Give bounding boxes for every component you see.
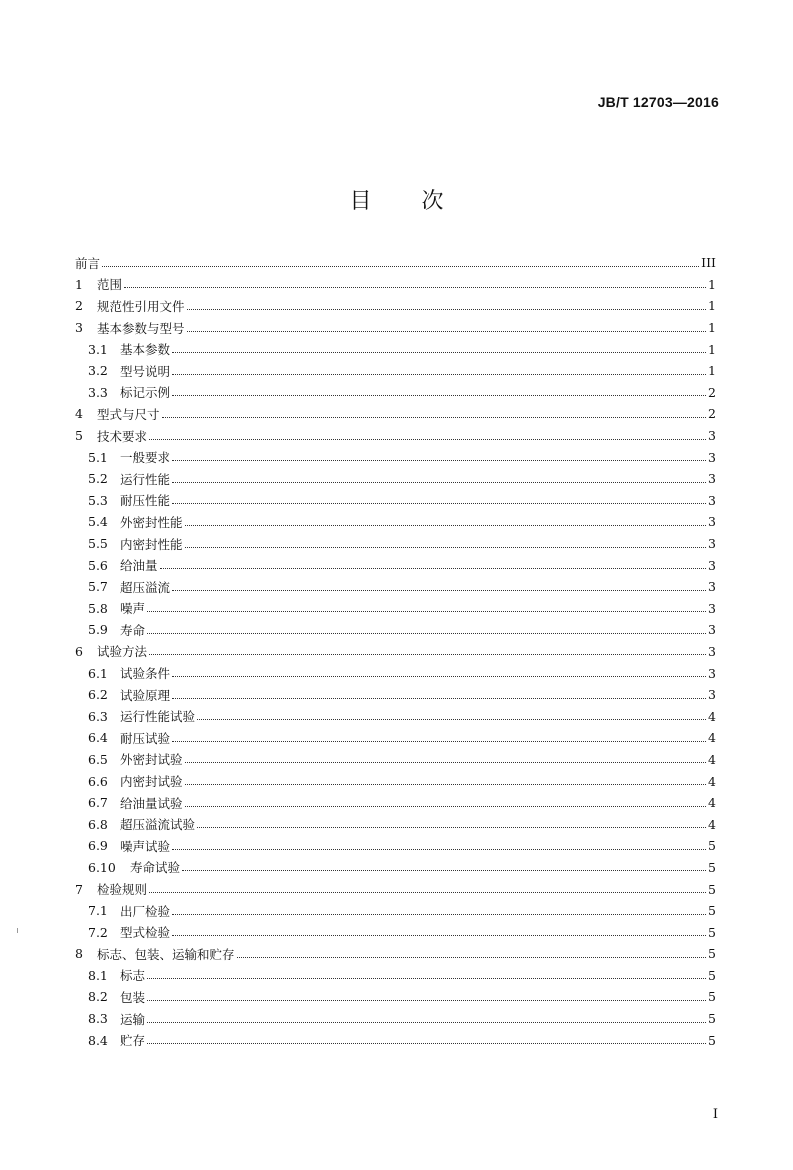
toc-entry-label: 检验规则	[97, 882, 148, 898]
toc-entry-number: 6.1	[88, 665, 108, 681]
toc-entry-page: 5	[708, 903, 716, 919]
dot-leader	[172, 450, 706, 464]
toc-entry-page: 4	[708, 730, 716, 746]
toc-entry-page: 3	[708, 557, 716, 573]
toc-entry[interactable]	[75, 619, 716, 641]
toc-entry-label: 给油量试验	[120, 795, 183, 811]
toc-entry-label: 噪声	[120, 601, 146, 617]
dot-leader	[172, 472, 706, 486]
toc-entry[interactable]	[75, 1008, 716, 1030]
toc-entry-number: 6.5	[88, 751, 108, 767]
toc-entry-page: 3	[708, 643, 716, 659]
toc-entry-label: 标志	[120, 968, 146, 984]
toc-entry[interactable]	[75, 576, 716, 598]
toc-entry-label: 耐压性能	[120, 493, 171, 509]
toc-entry-number: 5.5	[88, 536, 108, 552]
toc-entry-page: 3	[708, 665, 716, 681]
toc-entry[interactable]	[75, 727, 716, 749]
toc-entry-label: 寿命	[120, 622, 146, 638]
toc-entry[interactable]	[75, 770, 716, 792]
toc-entry[interactable]	[75, 878, 716, 900]
toc-entry[interactable]	[75, 446, 716, 468]
toc-entry-label: 贮存	[120, 1033, 146, 1049]
toc-entry[interactable]	[75, 252, 716, 274]
toc-entry[interactable]	[75, 986, 716, 1008]
toc-entry-number: 3.3	[88, 384, 108, 400]
toc-entry[interactable]	[75, 338, 716, 360]
toc-entry[interactable]	[75, 425, 716, 447]
toc-entry-label: 运行性能试验	[120, 709, 196, 725]
toc-entry-number: 6.3	[88, 708, 108, 724]
toc-entry-label: 运行性能	[120, 471, 171, 487]
toc-entry[interactable]	[75, 511, 716, 533]
toc-entry-label: 内密封性能	[120, 536, 183, 552]
toc-entry-label: 标记示例	[120, 385, 171, 401]
toc-entry-number: 6.7	[88, 795, 108, 811]
toc-entry-number: 2	[75, 298, 83, 314]
toc-entry[interactable]	[75, 684, 716, 706]
toc-entry-number: 1	[75, 276, 83, 292]
dot-leader	[149, 429, 706, 443]
toc-entry-label: 内密封试验	[120, 774, 183, 790]
toc-entry-label: 型式检验	[120, 925, 171, 941]
dot-leader	[172, 493, 706, 507]
toc-entry-label: 寿命试验	[130, 860, 181, 876]
dot-leader	[172, 385, 706, 399]
toc-entry-number: 3.2	[88, 363, 108, 379]
toc-entry[interactable]	[75, 792, 716, 814]
dot-leader	[185, 515, 706, 529]
toc-entry-label: 耐压试验	[120, 730, 171, 746]
toc-entry-page: 3	[708, 579, 716, 595]
dot-leader	[149, 882, 706, 896]
toc-entry-label: 包装	[120, 989, 146, 1005]
toc-entry-label: 试验条件	[120, 666, 171, 682]
dot-leader	[147, 623, 706, 637]
dot-leader	[185, 774, 706, 788]
toc-entry[interactable]	[75, 749, 716, 771]
toc-entry-number: 8.1	[88, 967, 108, 983]
toc-entry-label: 试验方法	[97, 644, 148, 660]
dot-leader	[102, 256, 699, 270]
page-number: I	[712, 1107, 718, 1122]
toc-entry-number: 5.9	[88, 622, 108, 638]
toc-entry-number: 6.10	[88, 859, 116, 875]
toc-entry-page: 3	[708, 687, 716, 703]
toc-entry-page: 2	[708, 406, 716, 422]
toc-entry-number: 6.2	[88, 687, 108, 703]
toc-entry[interactable]	[75, 533, 716, 555]
dot-leader	[172, 839, 706, 853]
toc-entry-number: 5.3	[88, 492, 108, 508]
toc-entry-number: 8.3	[88, 1011, 108, 1027]
toc-entry-page: 4	[708, 708, 716, 724]
toc-entry-number: 5	[75, 428, 83, 444]
dot-leader	[197, 817, 706, 831]
standard-code: JB/T 12703—2016	[597, 94, 719, 110]
toc-entry-number: 6	[75, 643, 83, 659]
toc-entry[interactable]	[75, 900, 716, 922]
dot-leader	[185, 796, 706, 810]
toc-entry-label: 一般要求	[120, 450, 171, 466]
dot-leader	[147, 1033, 706, 1047]
toc-entry-number: 8	[75, 946, 83, 962]
toc-entry-page: 1	[708, 298, 716, 314]
dot-leader	[172, 688, 706, 702]
toc-entry-page: 5	[708, 946, 716, 962]
toc-entry-number: 7.1	[88, 903, 108, 919]
toc-entry-label: 超压溢流	[120, 579, 171, 595]
toc-entry-number: 5.6	[88, 557, 108, 573]
toc-entry[interactable]	[75, 295, 716, 317]
toc-entry-page: 5	[708, 881, 716, 897]
dot-leader	[185, 537, 706, 551]
toc-entry-page: 3	[708, 536, 716, 552]
toc-entry-page: 5	[708, 838, 716, 854]
dot-leader	[147, 601, 706, 615]
dot-leader	[124, 277, 706, 291]
dot-leader	[182, 860, 706, 874]
toc-entry[interactable]	[75, 662, 716, 684]
toc-entry-label: 给油量	[120, 558, 158, 574]
toc-entry-label: 试验原理	[120, 687, 171, 703]
dot-leader	[197, 709, 706, 723]
toc-entry-number: 3.1	[88, 341, 108, 357]
dot-leader	[147, 968, 706, 982]
toc-entry-label: 运输	[120, 1011, 146, 1027]
toc-entry-number: 8.2	[88, 989, 108, 1005]
toc-entry-label: 基本参数与型号	[97, 320, 185, 336]
toc-entry-number: 4	[75, 406, 83, 422]
dot-leader	[172, 342, 706, 356]
toc-entry-label: 规范性引用文件	[97, 298, 185, 314]
dot-leader	[172, 580, 706, 594]
dot-leader	[160, 558, 706, 572]
toc-entry[interactable]	[75, 965, 716, 987]
toc-entry-number: 6.6	[88, 773, 108, 789]
toc-entry-label: 外密封性能	[120, 514, 183, 530]
toc-entry-label: 超压溢流试验	[120, 817, 196, 833]
toc-entry[interactable]	[75, 468, 716, 490]
page-title	[0, 184, 793, 215]
toc-entry-page: 1	[708, 363, 716, 379]
toc-entry[interactable]	[75, 641, 716, 663]
toc-entry-page: 1	[708, 320, 716, 336]
dot-leader	[162, 407, 706, 421]
toc-entry-page: 3	[708, 514, 716, 530]
toc-entry-page: 4	[708, 795, 716, 811]
dot-leader	[187, 321, 706, 335]
toc-entry-label: 型号说明	[120, 363, 171, 379]
toc-entry-label: 型式与尺寸	[97, 406, 160, 422]
toc-entry[interactable]	[75, 382, 716, 404]
toc-entry-page: 3	[708, 492, 716, 508]
dot-leader	[237, 947, 706, 961]
toc-entry[interactable]	[75, 921, 716, 943]
toc-entry-label: 技术要求	[97, 428, 148, 444]
toc-entry[interactable]	[75, 317, 716, 339]
toc-entry-page: 4	[708, 816, 716, 832]
toc-entry-page: 5	[708, 967, 716, 983]
toc-entry[interactable]	[75, 490, 716, 512]
toc-entry-number: 5.7	[88, 579, 108, 595]
dot-leader	[187, 299, 706, 313]
toc-entry-page: 2	[708, 384, 716, 400]
toc-entry-page: 3	[708, 600, 716, 616]
toc-entry-number: 5.1	[88, 449, 108, 465]
toc-entry-page: 5	[708, 1011, 716, 1027]
dot-leader	[172, 904, 706, 918]
toc-entry-page: 3	[708, 449, 716, 465]
toc-entry-page: 1	[708, 341, 716, 357]
table-of-contents	[75, 252, 716, 1051]
toc-entry-page: 4	[708, 751, 716, 767]
toc-entry-label: 噪声试验	[120, 838, 171, 854]
scan-speck	[17, 928, 18, 933]
toc-entry-number: 5.8	[88, 600, 108, 616]
toc-entry[interactable]	[75, 857, 716, 879]
toc-entry[interactable]	[75, 943, 716, 965]
toc-entry-number: 6.8	[88, 816, 108, 832]
toc-entry-number: 7	[75, 881, 83, 897]
dot-leader	[149, 644, 706, 658]
toc-entry-number: 6.4	[88, 730, 108, 746]
toc-entry-number: 3	[75, 320, 83, 336]
toc-entry-number: 5.2	[88, 471, 108, 487]
toc-entry-page: 4	[708, 773, 716, 789]
toc-entry-page: 5	[708, 924, 716, 940]
dot-leader	[172, 731, 706, 745]
toc-entry[interactable]	[75, 598, 716, 620]
toc-entry-page: 3	[708, 471, 716, 487]
toc-entry-number: 7.2	[88, 924, 108, 940]
dot-leader	[147, 990, 706, 1004]
toc-entry-number: 8.4	[88, 1032, 108, 1048]
toc-entry-label: 出厂检验	[120, 903, 171, 919]
toc-entry[interactable]	[75, 835, 716, 857]
toc-entry-label: 前言	[75, 255, 101, 271]
toc-entry[interactable]	[75, 554, 716, 576]
toc-entry-page: 5	[708, 1032, 716, 1048]
toc-entry[interactable]	[75, 403, 716, 425]
toc-entry-page: 1	[708, 276, 716, 292]
toc-entry-label: 标志、包装、运输和贮存	[97, 946, 235, 962]
toc-entry[interactable]	[75, 360, 716, 382]
toc-entry[interactable]	[75, 274, 716, 296]
toc-entry-label: 外密封试验	[120, 752, 183, 768]
toc-entry-page: 3	[708, 428, 716, 444]
toc-entry-page: 5	[708, 989, 716, 1005]
toc-entry-page: 3	[708, 622, 716, 638]
toc-entry-page: 5	[708, 859, 716, 875]
toc-entry-label: 范围	[97, 277, 123, 293]
toc-entry-number: 6.9	[88, 838, 108, 854]
toc-entry-label: 基本参数	[120, 342, 171, 358]
toc-entry-number: 5.4	[88, 514, 108, 530]
toc-entry[interactable]	[75, 813, 716, 835]
title-char-2: 次	[421, 189, 444, 214]
toc-entry-page: III	[701, 255, 716, 271]
toc-entry[interactable]	[75, 705, 716, 727]
toc-entry[interactable]	[75, 1029, 716, 1051]
title-char-1: 目	[349, 189, 372, 214]
dot-leader	[172, 666, 706, 680]
dot-leader	[172, 925, 706, 939]
dot-leader	[185, 752, 706, 766]
dot-leader	[172, 364, 706, 378]
dot-leader	[147, 1012, 706, 1026]
